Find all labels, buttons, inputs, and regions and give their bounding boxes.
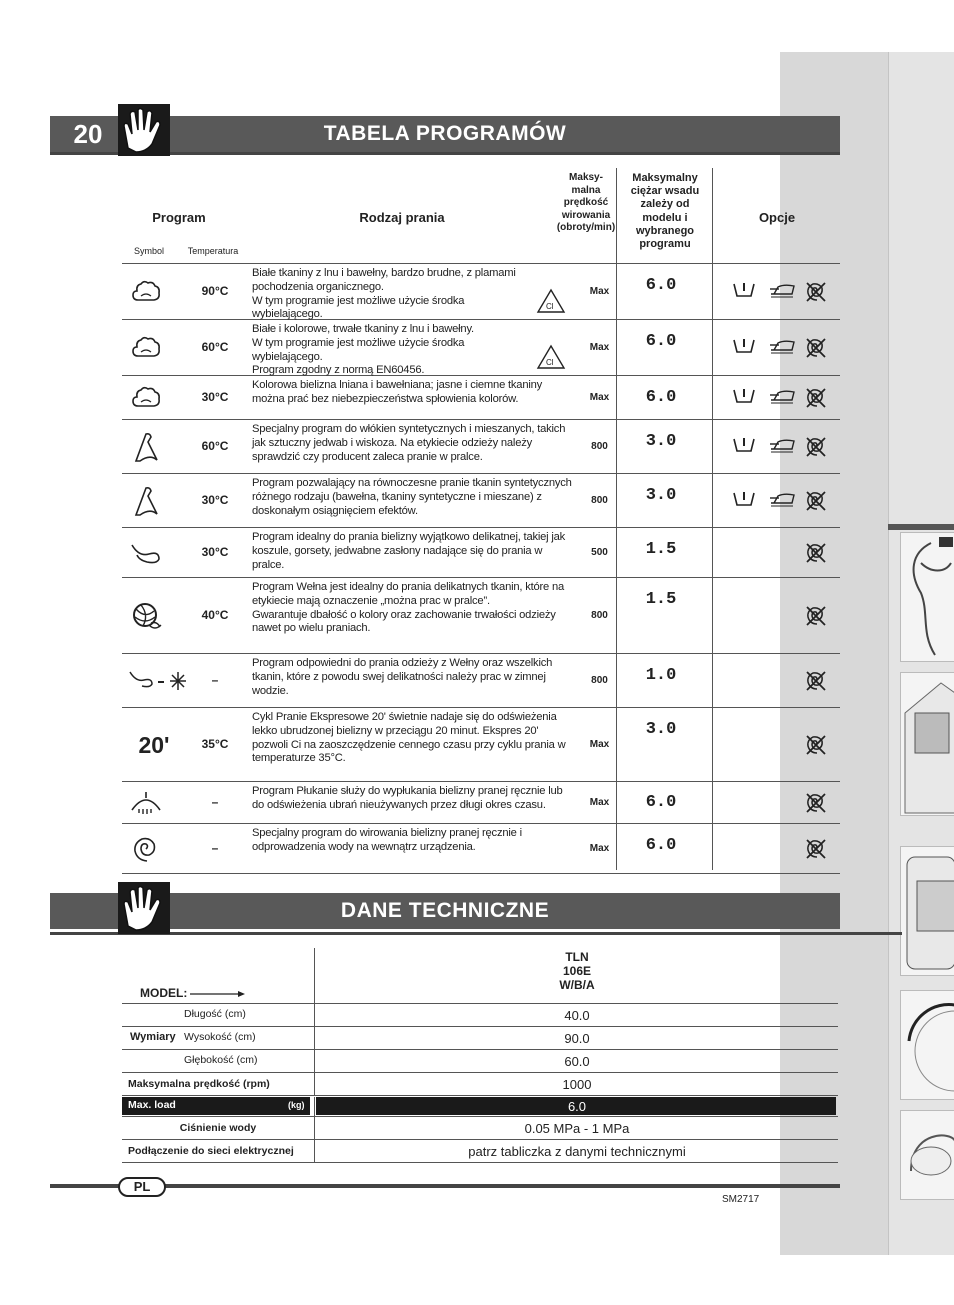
easy-iron-icon bbox=[768, 386, 792, 406]
program-temperature: 90°C bbox=[201, 284, 229, 298]
cotton-icon bbox=[126, 376, 166, 420]
program-max-spin: Max bbox=[589, 797, 610, 808]
program-max-spin: Max bbox=[589, 843, 610, 854]
tech-divider bbox=[314, 1027, 315, 1050]
tech-model-row bbox=[122, 948, 838, 1004]
program-max-load: 3.0 bbox=[645, 432, 677, 451]
side-illustration-1 bbox=[900, 532, 954, 662]
tech-value: 90.0 bbox=[564, 1031, 590, 1046]
program-description: Program idealny do prania bielizny wyjątkowo delikatnej, takiej jak koszule, gorsety, jedwabne zasłony nadające się do prania w pralce. bbox=[252, 531, 566, 571]
program-options bbox=[722, 280, 840, 300]
header-max-spin: Maksy- malna prędkość wirowania (obroty/min) bbox=[556, 172, 616, 233]
program-options bbox=[722, 837, 840, 857]
tech-row bbox=[122, 1117, 838, 1140]
program-max-load: 1.5 bbox=[645, 540, 677, 559]
rinse-icon bbox=[126, 782, 166, 824]
no-spin-icon bbox=[804, 386, 828, 406]
spin-icon bbox=[126, 824, 166, 874]
tech-row bbox=[122, 1073, 838, 1096]
side-illustration-4 bbox=[900, 990, 954, 1100]
program-table bbox=[122, 168, 840, 874]
prewash-icon bbox=[732, 280, 756, 300]
program-row bbox=[122, 654, 840, 708]
program-options bbox=[722, 541, 840, 561]
program-row bbox=[122, 824, 840, 874]
tech-divider bbox=[314, 948, 315, 1004]
program-temperature: 40°C bbox=[201, 608, 229, 622]
tech-value: 60.0 bbox=[564, 1054, 590, 1069]
program-options bbox=[722, 489, 840, 509]
no-spin-icon bbox=[804, 336, 828, 356]
arrow-right-icon bbox=[190, 990, 246, 998]
header-max-load: Maksymalny ciężar wsadu zależy od modelu i wybranego programu bbox=[630, 172, 700, 251]
delicate-icon bbox=[126, 528, 166, 578]
prewash-icon bbox=[732, 435, 756, 455]
tech-value: 6.0 bbox=[567, 1099, 587, 1114]
program-description: Program Wełna jest idealny do prania delikatnych tkanin, które na etykiecie mają oznaczenie „można prac w pralce”. Gwarantuje dbałość o kolory oraz zachowanie trwałości odzieży nawet po wielu praniach. bbox=[252, 581, 565, 635]
program-temperature: – bbox=[211, 795, 219, 809]
program-description: Białe i kolorowe, trwałe tkaniny z lnu i bawełny. W tym programie jest możliwe użycie środka wybielającego. Program zgodny z normą EN60456. bbox=[252, 323, 474, 377]
dimensions-label: Wymiary bbox=[130, 1031, 176, 1043]
program-max-spin: 500 bbox=[591, 547, 608, 558]
program-max-spin: Max bbox=[589, 286, 610, 297]
svg-text:Cl: Cl bbox=[546, 358, 554, 367]
no-spin-icon bbox=[804, 669, 828, 689]
tech-label: Maksymalna prędkość (rpm) bbox=[128, 1078, 270, 1090]
tech-value: 0.05 MPa - 1 MPa bbox=[524, 1121, 630, 1136]
program-max-spin: Max bbox=[589, 342, 610, 353]
prewash-icon bbox=[732, 336, 756, 356]
no-spin-icon bbox=[804, 604, 828, 624]
no-spin-icon bbox=[804, 837, 828, 857]
program-max-load: 1.0 bbox=[645, 666, 677, 685]
tech-row bbox=[122, 1027, 838, 1050]
tech-divider bbox=[314, 1004, 315, 1027]
program-max-spin: Max bbox=[589, 392, 610, 403]
program-temperature: – bbox=[211, 673, 219, 687]
program-description: Kolorowa bielizna lniana i bawełniana; jasne i ciemne tkaniny można prać bez niebezpieczeństwa spłowienia kolorów. bbox=[252, 379, 543, 405]
program-max-spin: Max bbox=[589, 739, 610, 750]
program-max-load: 6.0 bbox=[645, 836, 677, 855]
synthetic-icon bbox=[126, 474, 166, 528]
program-max-load: 6.0 bbox=[645, 793, 677, 812]
program-row bbox=[122, 528, 840, 578]
no-spin-icon bbox=[804, 541, 828, 561]
hand-icon bbox=[118, 882, 170, 934]
footer-line bbox=[50, 1184, 840, 1188]
program-options bbox=[722, 669, 840, 689]
program-row bbox=[122, 420, 840, 474]
program-max-spin: 800 bbox=[591, 441, 608, 452]
program-description: Białe tkaniny z lnu i bawełny, bardzo brudne, z plamami pochodzenia organicznego. W tym programie jest możliwe użycie środka wybielającego. bbox=[252, 267, 516, 321]
side-bar bbox=[888, 524, 954, 530]
tech-label: Ciśnienie wody bbox=[179, 1122, 257, 1134]
program-max-load: 6.0 bbox=[645, 332, 677, 351]
program-row bbox=[122, 376, 840, 420]
program-max-spin: 800 bbox=[591, 610, 608, 621]
header-symbol: Symbol bbox=[133, 246, 164, 256]
model-label: MODEL: bbox=[140, 986, 188, 1000]
program-temperature: 60°C bbox=[201, 340, 229, 354]
express-20-icon bbox=[126, 708, 182, 782]
easy-iron-icon bbox=[768, 489, 792, 509]
tech-label: Podłączenie do sieci elektrycznej bbox=[128, 1145, 294, 1157]
easy-iron-icon bbox=[768, 435, 792, 455]
side-illustration-2 bbox=[900, 672, 954, 816]
no-spin-icon bbox=[804, 280, 828, 300]
tech-label: Długość (cm) bbox=[184, 1008, 246, 1020]
program-row bbox=[122, 782, 840, 824]
tech-label: Max. load bbox=[128, 1099, 176, 1111]
prewash-icon bbox=[732, 386, 756, 406]
no-spin-icon bbox=[804, 791, 828, 811]
prewash-icon bbox=[732, 489, 756, 509]
program-row bbox=[122, 708, 840, 782]
program-options bbox=[722, 435, 840, 455]
tech-divider bbox=[314, 1140, 315, 1163]
tech-rows bbox=[122, 1004, 838, 1163]
document-code: SM2717 bbox=[722, 1194, 760, 1205]
program-description: Specjalny program do wirowania bielizny pranej ręcznie i odprowadzenia wody na wewnątrz urządzenia. bbox=[252, 827, 522, 853]
program-temperature: 30°C bbox=[201, 545, 229, 559]
program-max-load: 6.0 bbox=[645, 388, 677, 407]
side-illustration-3 bbox=[900, 846, 954, 976]
tech-value: 1000 bbox=[562, 1077, 592, 1092]
wool-icon bbox=[126, 578, 166, 654]
tech-label: Głębokość (cm) bbox=[184, 1054, 258, 1066]
program-description: Program pozwalający na równoczesne pranie tkanin syntetycznych różnego rodzaju (bawełna, tkaniny syntetyczne i mieszane) z doskonałym osiągnięciem efektów. bbox=[252, 477, 572, 517]
no-spin-icon bbox=[804, 733, 828, 753]
program-table-header bbox=[122, 168, 840, 264]
cold-delicate-icon bbox=[126, 654, 192, 708]
program-options bbox=[722, 791, 840, 811]
program-temperature: 35°C bbox=[201, 737, 229, 751]
page-number: 20 bbox=[73, 119, 103, 149]
tech-table bbox=[122, 948, 838, 1163]
program-row bbox=[122, 474, 840, 528]
program-max-load: 3.0 bbox=[645, 720, 677, 739]
bleach-icon bbox=[536, 344, 566, 375]
program-description: Program Płukanie służy do wypłukania bielizny pranej ręcznie lub do odświeżenia ubrań nieużywanych przez długi okres czasu. bbox=[252, 785, 563, 811]
model-name: TLN 106E W/B/A bbox=[559, 950, 595, 992]
hand-icon bbox=[118, 104, 170, 156]
cotton-icon bbox=[126, 320, 166, 376]
no-spin-icon bbox=[804, 435, 828, 455]
tech-divider bbox=[314, 1073, 315, 1096]
program-options bbox=[722, 336, 840, 356]
program-max-load: 1.5 bbox=[645, 590, 677, 609]
bleach-icon bbox=[536, 288, 566, 319]
program-max-spin: 800 bbox=[591, 495, 608, 506]
tech-title: DANE TECHNICZNE bbox=[340, 899, 550, 922]
program-temperature: – bbox=[211, 841, 219, 855]
tech-value: 40.0 bbox=[564, 1008, 590, 1023]
tech-unit: (kg) bbox=[288, 1100, 305, 1110]
program-description: Specjalny program do włókien syntetycznych i mieszanych, takich jak sztuczny jedwab i wiskoza. Na etykiecie odzieży należy sprawdzić czy producent zaleca pranie w pralce. bbox=[252, 423, 566, 463]
tech-divider bbox=[314, 1117, 315, 1140]
tech-row bbox=[122, 1140, 838, 1163]
side-illustration-5 bbox=[900, 1110, 954, 1200]
tech-divider bbox=[314, 1050, 315, 1073]
program-options bbox=[722, 386, 840, 406]
program-rows bbox=[122, 264, 840, 874]
header-wash-type: Rodzaj prania bbox=[359, 210, 445, 225]
program-max-load: 3.0 bbox=[645, 486, 677, 505]
program-description: Cykl Pranie Ekspresowe 20' świetnie nadaje się do odświeżenia lekko ubrudzonej bielizny w przeciągu 20 minut. Ekspres 20' pozwoli Ci na zaoszczędzenie cennego czasu przy cyklu prania w temperaturze 35°C. bbox=[252, 711, 566, 765]
easy-iron-icon bbox=[768, 336, 792, 356]
tech-value: patrz tabliczka z danymi technicznymi bbox=[468, 1144, 686, 1159]
header-temperature: Temperatura bbox=[187, 246, 239, 256]
program-options bbox=[722, 604, 840, 624]
express-20-label: 20' bbox=[138, 731, 170, 758]
no-spin-icon bbox=[804, 489, 828, 509]
program-description: Program odpowiedni do prania odzieży z Wełny oraz wszelkich tkanin, które z powodu swej delikatności należy prac w zimnej wodzie. bbox=[252, 657, 553, 697]
programs-title: TABELA PROGRAMÓW bbox=[323, 122, 567, 145]
program-temperature: 30°C bbox=[201, 493, 229, 507]
synthetic-icon bbox=[126, 420, 166, 474]
tech-row bbox=[122, 1004, 838, 1027]
program-max-spin: 800 bbox=[591, 675, 608, 686]
program-row bbox=[122, 578, 840, 654]
program-temperature: 60°C bbox=[201, 439, 229, 453]
program-row bbox=[122, 320, 840, 376]
cotton-icon bbox=[126, 264, 166, 320]
easy-iron-icon bbox=[768, 280, 792, 300]
tech-row bbox=[122, 1097, 838, 1117]
svg-text:Cl: Cl bbox=[546, 302, 554, 311]
header-options: Opcje bbox=[758, 210, 796, 225]
header-program: Program bbox=[152, 210, 206, 225]
program-temperature: 30°C bbox=[201, 390, 229, 404]
tech-label: Wysokość (cm) bbox=[184, 1031, 256, 1043]
program-options bbox=[722, 733, 840, 753]
tech-header-underline bbox=[50, 932, 902, 935]
tech-row bbox=[122, 1050, 838, 1073]
language-badge: PL bbox=[118, 1177, 166, 1197]
program-row bbox=[122, 264, 840, 320]
program-max-load: 6.0 bbox=[645, 276, 677, 295]
